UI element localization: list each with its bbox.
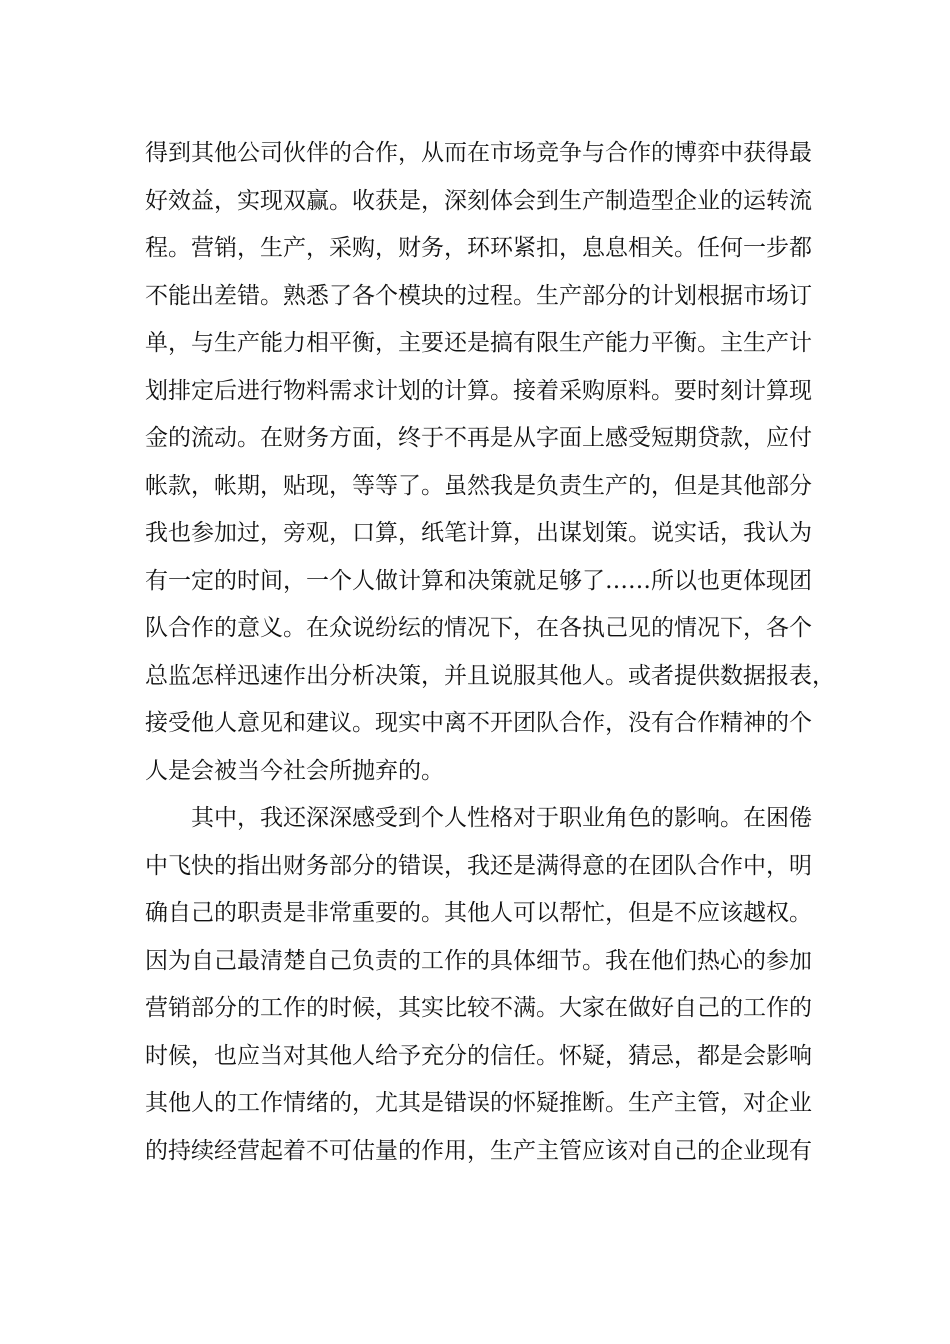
text-line: 不能出差错。熟悉了各个模块的过程。生产部分的计划根据市场订 — [145, 283, 812, 309]
text-line: 人是会被当今社会所抛弃的。 — [145, 758, 444, 784]
text-line: 帐款，帐期，贴现，等等了。虽然我是负责生产的，但是其他部分 — [145, 473, 812, 499]
text-line: 营销部分的工作的时候，其实比较不满。大家在做好自己的工作的 — [145, 995, 812, 1021]
text-line: 因为自己最清楚自己负责的工作的具体细节。我在他们热心的参加 — [145, 948, 812, 974]
text-line: 程。营销，生产，采购，财务，环环紧扣，息息相关。任何一步都 — [145, 235, 812, 261]
text-line: 接受他人意见和建议。现实中离不开团队合作，没有合作精神的个 — [145, 710, 812, 736]
text-line: 有一定的时间，一个人做计算和决策就足够了……所以也更体现团 — [145, 568, 812, 594]
text-line: 其他人的工作情绪的，尤其是错误的怀疑推断。生产主管，对企业 — [145, 1090, 812, 1116]
text-line: 划排定后进行物料需求计划的计算。接着采购原料。要时刻计算现 — [145, 378, 812, 404]
text-line: 确自己的职责是非常重要的。其他人可以帮忙，但是不应该越权。 — [145, 900, 812, 926]
text-line: 总监怎样迅速作出分析决策，并且说服其他人。或者提供数据报表， — [145, 663, 835, 689]
text-line: 金的流动。在财务方面，终于不再是从字面上感受短期贷款，应付 — [145, 425, 812, 451]
text-line: 的持续经营起着不可估量的作用，生产主管应该对自己的企业现有 — [145, 1138, 812, 1164]
text-line: 得到其他公司伙伴的合作，从而在市场竞争与合作的博弈中获得最 — [145, 140, 812, 166]
text-line: 单，与生产能力相平衡，主要还是搞有限生产能力平衡。主生产计 — [145, 330, 812, 356]
text-line: 中飞快的指出财务部分的错误，我还是满得意的在团队合作中，明 — [145, 853, 812, 879]
text-line: 时候，也应当对其他人给予充分的信任。怀疑，猜忌，都是会影响 — [145, 1043, 812, 1069]
text-line: 其中，我还深深感受到个人性格对于职业角色的影响。在困倦 — [145, 805, 812, 831]
text-line: 队合作的意义。在众说纷纭的情况下，在各执己见的情况下，各个 — [145, 615, 812, 641]
text-line: 我也参加过，旁观，口算，纸笔计算，出谋划策。说实话，我认为 — [145, 520, 812, 546]
text-line: 好效益，实现双赢。收获是，深刻体会到生产制造型企业的运转流 — [145, 188, 812, 214]
